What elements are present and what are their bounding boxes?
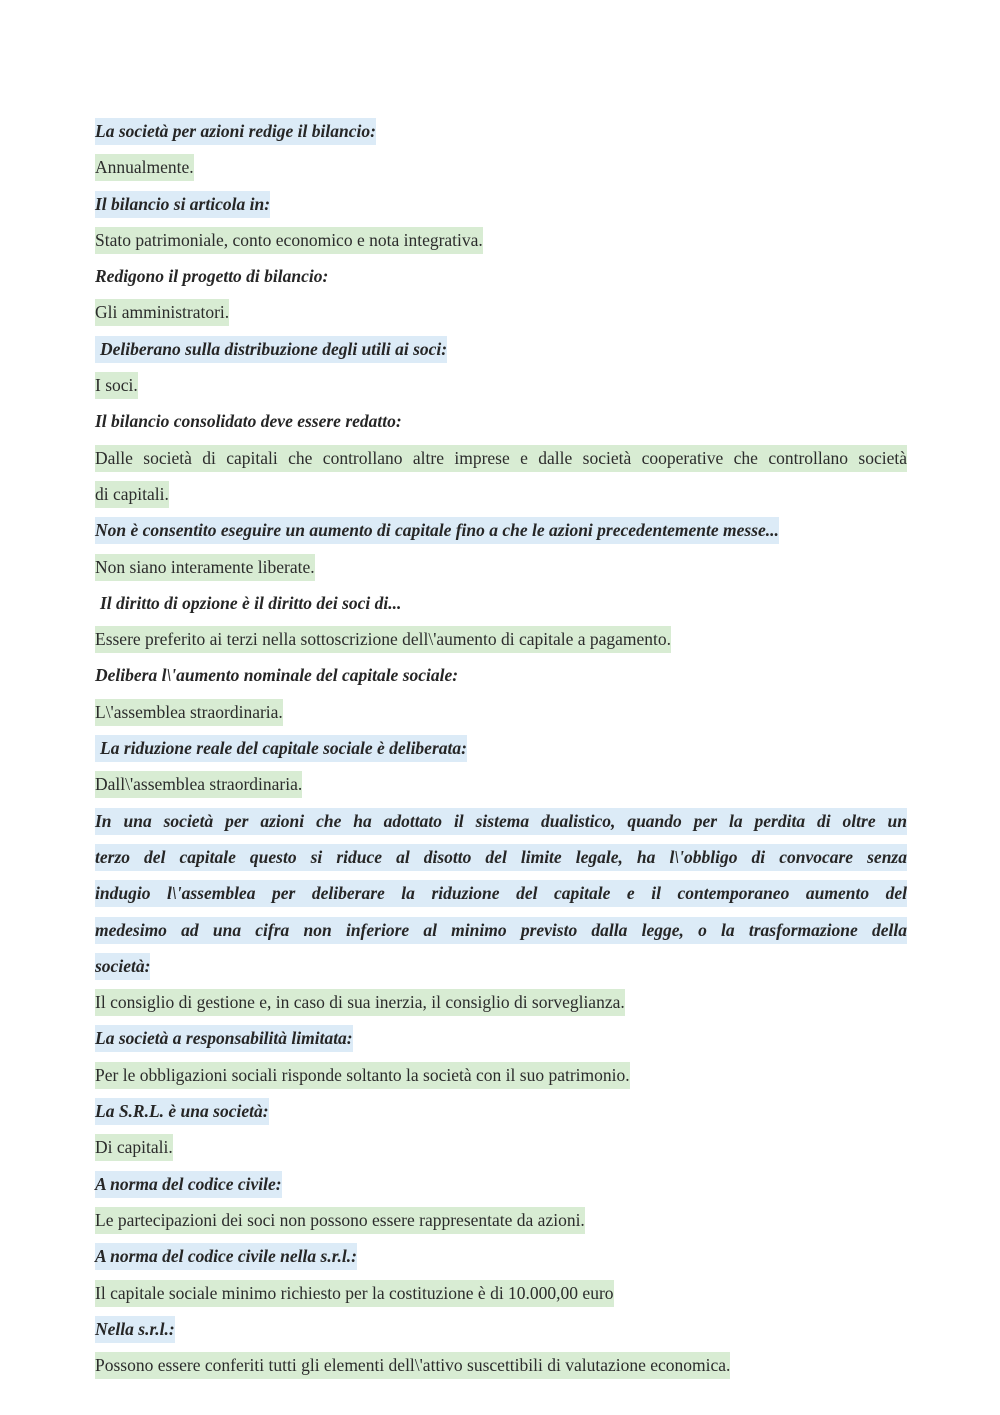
question-line: Il diritto di opzione è il diritto dei soci di...: [100, 592, 402, 613]
question-line: Deliberano sulla distribuzione degli utili ai soci:: [95, 331, 907, 367]
answer-line: di capitali.: [95, 476, 907, 512]
question-line: A norma del codice civile:: [95, 1166, 907, 1202]
question-line: terzo del capitale questo si riduce al disotto del limite legale, ha l\'obbligo di convocare senza: [95, 839, 907, 875]
question-line: società:: [95, 948, 907, 984]
answer-line: Per le obbligazioni sociali risponde soltanto la società con il suo patrimonio.: [95, 1057, 907, 1093]
answer-line: Possono essere conferiti tutti gli elementi dell\'attivo suscettibili di valutazione economica.: [95, 1347, 907, 1383]
answer-line: Essere preferito ai terzi nella sottoscrizione dell\'aumento di capitale a pagamento.: [95, 621, 907, 657]
document-content: [95, 113, 907, 1383]
question-line: A norma del codice civile nella s.r.l.:: [95, 1238, 907, 1274]
answer-line: Stato patrimoniale, conto economico e nota integrativa.: [95, 222, 907, 258]
answer-line: Dalle società di capitali che controllano altre imprese e dalle società cooperative che controllano società: [95, 440, 907, 476]
answer-line: Il consiglio di gestione e, in caso di sua inerzia, il consiglio di sorveglianza.: [95, 984, 907, 1020]
question-line: medesimo ad una cifra non inferiore al minimo previsto dalla legge, o la trasformazione della: [95, 912, 907, 948]
question-line: La riduzione reale del capitale sociale è deliberata:: [95, 730, 907, 766]
answer-line: Gli amministratori.: [95, 294, 907, 330]
question-line: Redigono il progetto di bilancio:: [95, 266, 329, 287]
answer-line: Dall\'assemblea straordinaria.: [95, 766, 907, 802]
question-line: Non è consentito eseguire un aumento di capitale fino a che le azioni precedentemente messe...: [95, 512, 907, 548]
question-line: La società a responsabilità limitata:: [95, 1020, 907, 1056]
question-line: indugio l\'assemblea per deliberare la riduzione del capitale e il contemporaneo aumento del: [95, 875, 907, 911]
question-line: La società per azioni redige il bilancio:: [95, 113, 907, 149]
answer-line: Le partecipazioni dei soci non possono essere rappresentate da azioni.: [95, 1202, 907, 1238]
question-line: In una società per azioni che ha adottato il sistema dualistico, quando per la perdita di oltre un: [95, 803, 907, 839]
question-line: Il bilancio si articola in:: [95, 186, 907, 222]
answer-line: Di capitali.: [95, 1129, 907, 1165]
question-line: Delibera l\'aumento nominale del capitale sociale:: [95, 665, 459, 686]
question-line: Nella s.r.l.:: [95, 1311, 907, 1347]
question-line: Il bilancio consolidato deve essere redatto:: [95, 411, 402, 432]
answer-line: L\'assemblea straordinaria.: [95, 694, 907, 730]
answer-line: I soci.: [95, 367, 907, 403]
answer-line: Non siano interamente liberate.: [95, 549, 907, 585]
answer-line: Annualmente.: [95, 149, 907, 185]
question-line: La S.R.L. è una società:: [95, 1093, 907, 1129]
answer-line: Il capitale sociale minimo richiesto per la costituzione è di 10.000,00 euro: [95, 1275, 907, 1311]
